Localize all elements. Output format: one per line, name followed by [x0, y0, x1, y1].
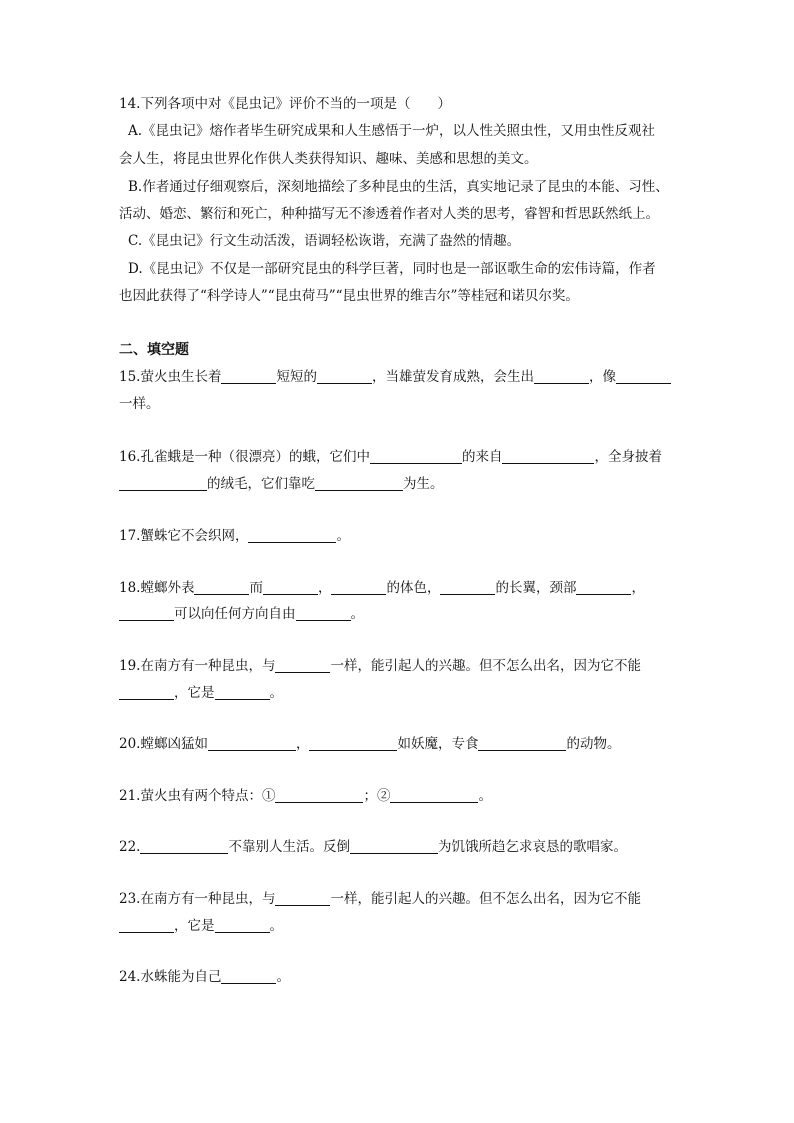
answer-blank[interactable] [317, 369, 372, 384]
question-14-option-b-line2 [119, 204, 659, 224]
q16-text-3: ，全身披着 [594, 449, 662, 465]
q15-text-1: 15.萤火虫生长着 [119, 369, 222, 385]
question-14-option-a-line1 [128, 121, 655, 141]
answer-blank[interactable] [275, 658, 330, 673]
q15-text-3: ，当雄萤发育成熟，会生出 [371, 369, 534, 385]
question-16-line1 [119, 447, 662, 467]
q21-text-1: 21.萤火虫有两个特点：① [119, 788, 276, 804]
answer-blank[interactable] [390, 788, 478, 803]
option-d-text-1: D.《昆虫记》不仅是一部研究昆虫的科学巨著，同时也是一部讴歌生命的宏伟诗篇，作者 [128, 261, 656, 277]
question-14-option-d-line1 [128, 259, 656, 279]
q23-text-4: 。 [269, 918, 283, 934]
q19-text-2: 一样，能引起人的兴趣。但不怎么出名，因为它不能 [330, 658, 641, 674]
q16-text-1: 16.孔雀蛾是一种（很漂亮）的蛾，它们中 [119, 449, 370, 465]
answer-blank[interactable] [140, 839, 228, 854]
question-22 [119, 837, 627, 857]
q18-text-2: 而 [249, 580, 263, 596]
option-a-text-1: A.《昆虫记》熔作者毕生研究成果和人生感悟于一炉，以人性关照虫性，又用虫性反观社 [128, 123, 656, 139]
option-a-text-2: 会人生，将昆虫世界化作供人类获得知识、趣味、美感和思想的美文。 [119, 151, 538, 167]
question-18-line2 [119, 604, 364, 624]
answer-blank[interactable] [616, 369, 671, 384]
q23-text-3: ，它是 [174, 918, 215, 934]
q17-text-2: 。 [336, 528, 350, 544]
option-c-text: C.《昆虫记》行文生动活泼，语调轻松诙谐，充满了盎然的情趣。 [128, 233, 521, 249]
question-15-line1 [119, 367, 671, 387]
q24-text-2: 。 [276, 969, 290, 985]
answer-blank[interactable] [208, 736, 296, 751]
q21-text-2: ；② [363, 788, 391, 804]
question-14-option-b-line1 [128, 177, 669, 197]
question-24 [119, 967, 290, 987]
answer-blank[interactable] [502, 449, 594, 464]
q20-text-3: 如妖魔，专食 [397, 736, 479, 752]
q15-text-5: 一样。 [119, 396, 160, 412]
question-19-line2 [119, 683, 283, 703]
question-23-line1 [119, 889, 641, 909]
answer-blank[interactable] [331, 580, 386, 595]
answer-blank[interactable] [194, 580, 249, 595]
answer-blank[interactable] [478, 736, 566, 751]
q18-text-6: ， [631, 580, 645, 596]
q24-text-1: 24.水蛛能为自己 [119, 969, 222, 985]
q18-text-3: ， [317, 580, 332, 596]
q19-text-4: 。 [269, 685, 283, 701]
question-21 [119, 786, 492, 806]
q20-text-2: ， [295, 736, 310, 752]
answer-blank[interactable] [534, 369, 589, 384]
q15-text-4: ，像 [588, 369, 616, 385]
answer-blank[interactable] [315, 476, 403, 491]
q18-text-4: 的体色， [386, 580, 441, 596]
answer-blank[interactable] [275, 891, 330, 906]
answer-blank[interactable] [215, 685, 270, 700]
q23-text-1: 23.在南方有一种昆虫，与 [119, 891, 276, 907]
q15-text-2: 短短的 [276, 369, 317, 385]
q17-text-1: 17.蟹蛛它不会织网， [119, 528, 249, 544]
option-b-text-1: B.作者通过仔细观察后，深刻地描绘了多种昆虫的生活，真实地记录了昆虫的本能、习性、 [128, 179, 669, 195]
q20-text-4: 的动物。 [566, 736, 621, 752]
option-b-text-2: 活动、婚恋、繁衍和死亡，种种描写无不渗透着作者对人类的思考，睿智和哲思跃然纸上。 [119, 206, 659, 222]
q21-text-3: 。 [478, 788, 492, 804]
answer-blank[interactable] [215, 918, 270, 933]
q18-text-1: 18.螳螂外表 [119, 580, 195, 596]
question-14-option-a-line2 [119, 149, 538, 169]
question-16-line2 [119, 474, 444, 494]
q16-text-5: 为生。 [403, 476, 444, 492]
option-d-text-2: 也因此获得了“科学诗人”“昆虫荷马”“昆虫世界的维吉尔”等桂冠和诺贝尔奖。 [119, 288, 579, 304]
q16-text-4: 的绒毛，它们靠吃 [207, 476, 315, 492]
answer-blank[interactable] [221, 369, 276, 384]
q19-text-3: ，它是 [174, 685, 215, 701]
answer-blank[interactable] [248, 528, 336, 543]
section-title-text: 二、填空题 [119, 342, 189, 358]
question-23-line2 [119, 916, 283, 936]
question-14-option-c [128, 231, 520, 251]
question-19-line1 [119, 656, 641, 676]
question-17 [119, 526, 350, 546]
q16-text-2: 的来自 [461, 449, 503, 465]
answer-blank[interactable] [275, 788, 363, 803]
q19-text-1: 19.在南方有一种昆虫，与 [119, 658, 276, 674]
q18-text-5: 的长翼，颈部 [495, 580, 577, 596]
question-15-line2 [119, 394, 160, 414]
answer-blank[interactable] [119, 685, 174, 700]
section-title [119, 340, 189, 360]
answer-blank[interactable] [119, 476, 207, 491]
answer-blank[interactable] [370, 449, 462, 464]
answer-blank[interactable] [350, 839, 438, 854]
question-14-option-d-line2 [119, 286, 579, 306]
question-14-stem-text: 14.下列各项中对《昆虫记》评价不当的一项是（ ） [119, 96, 451, 112]
answer-blank[interactable] [221, 969, 276, 984]
q18-text-8: 。 [350, 606, 364, 622]
answer-blank[interactable] [296, 606, 351, 621]
q22-text-1: 22. [119, 839, 141, 855]
question-20 [119, 734, 620, 754]
answer-blank[interactable] [119, 606, 174, 621]
answer-blank[interactable] [309, 736, 397, 751]
answer-blank[interactable] [576, 580, 631, 595]
q22-text-3: 为饥饿所趋乞求哀恳的歌唱家。 [437, 839, 627, 855]
question-14-stem [119, 94, 451, 114]
q20-text-1: 20.螳螂凶猛如 [119, 736, 208, 752]
answer-blank[interactable] [440, 580, 495, 595]
q22-text-2: 不靠别人生活。反倒 [228, 839, 350, 855]
question-18-line1 [119, 578, 645, 598]
answer-blank[interactable] [263, 580, 318, 595]
answer-blank[interactable] [119, 918, 174, 933]
q23-text-2: 一样，能引起人的兴趣。但不怎么出名，因为它不能 [330, 891, 641, 907]
q18-text-7: 可以向任何方向自由 [174, 606, 296, 622]
